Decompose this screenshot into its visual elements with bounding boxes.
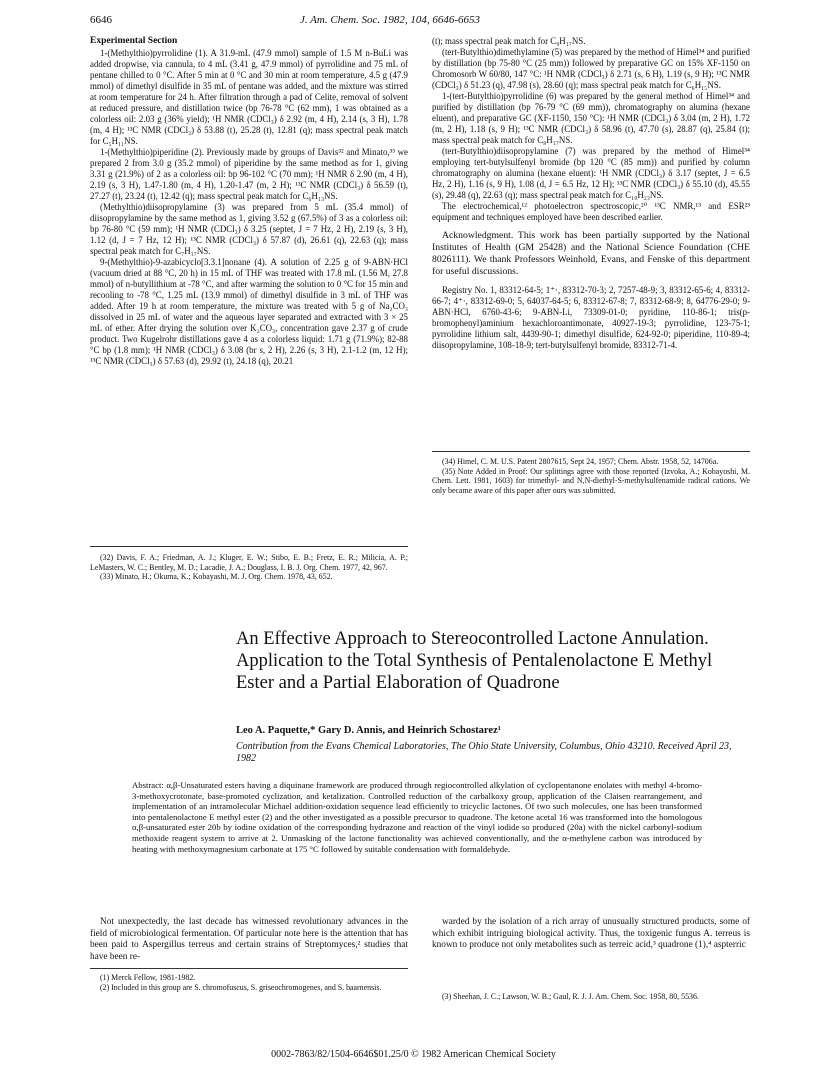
- running-header: J. Am. Chem. Soc. 1982, 104, 6646-6653: [300, 14, 481, 26]
- footnote-divider: [90, 546, 408, 547]
- right-column: [432, 36, 750, 351]
- body-left: [90, 917, 408, 963]
- paragraph: 1-(Methylthio)piperidine (2). Previously made by groups of Davis³² and Minato,³³ we prepared 2 from 3.0 g (35.2 mmol) of piperidine by the same method as for 1, giving 3.31 g (21.9%) of 2 as a colorless oil: bp 96-102 °C (70 mm); ¹H NMR δ 2.90 (m, 4 H), 2.19 (s, 3 H), 1.47-1.80 (m, 4 H), 1.20-1.47 (m, 2 H); ¹³C NMR (CDCl₃) δ 56.59 (t), 27.27 (t), 23.24 (t), 12.42 (q); mass spectral peak match for C₆H₁₃NS.: [90, 147, 408, 201]
- registry-numbers: Registry No. 1, 83312-64-5; 1⁺·, 83312-70-3; 2, 7257-48-9; 3, 83312-65-6; 4, 83312-66-7; 4⁺·, 83312-69-0; 5, 64037-64-5; 6, 83312-67-8; 7, 83312-68-9; 8, 64776-29-0; 9-ABN·HCl, 6760-43-6; 9-ABN-Li, 73309-01-0; pyridine, 110-86-1; tris(p-bromophenyl)aminium hexachloroantimonate, 40927-19-3; pyrrolidine, 123-75-1; pyrrolidine lithium salt, 4439-90-1; dimethyl disulfide, 624-92-0; piperidine, 110-89-4; diisopropylamine, 108-18-9; tert-butylsulfenyl bromide, 83312-71-4.: [432, 285, 750, 350]
- footnote: (3) Sheehan, J. C.; Lawson, W. B.; Gaul, R. J. J. Am. Chem. Soc. 1958, 80, 5536.: [442, 992, 699, 1001]
- footnote: (34) Himel, C. M. U.S. Patent 2807615, Sept 24, 1957; Chem. Abstr. 1958, 52, 14706a.: [442, 457, 719, 466]
- acknowledgment: Acknowledgment. This work has been partially supported by the National Institutes of Health (GM 25428) and the National Science Foundation (CHE 8026111). We thank Professors Weinhold, Evans, and Fenske of this department for useful discussions.: [432, 230, 750, 277]
- footnote-divider: [432, 451, 750, 452]
- section-heading: Experimental Section: [90, 36, 178, 46]
- body-right: [432, 917, 750, 952]
- article-affiliation: Contribution from the Evans Chemical Laboratories, The Ohio State University, Columbus, Ohio 43210. Received April 23, 1982: [236, 741, 732, 764]
- abstract: Abstract: α,β-Unsaturated esters having a diquinane framework are produced through regiocontrolled alkylation of cyclopentanone enolates with methyl 4-bromo-3-methoxycrotonate, base-promoted cyclization, and ketalization. Controlled reduction of the carbalkoxy group, application of the Claisen rearrangement, and implementation of an intramolecular Michael addition-oxidation sequence lead efficiently to tricyclic lactones. Of two such molecules, one has been transformed into pentalenolactone E methyl ester (2) and the other investigated as a possible precursor to quadrone. The ketone acetal 16 was transformed into the homologous α,β-unsaturated ester 20b by iodine oxidation of the corresponding hydrazone and reaction of the vinyl iodide so produced (20a) with the nickel carbonyl-sodium methoxide reagent system to arrive at 2. Unmasking of the lactone functionality was achieved conventionally, and the α-methylene carbon was introduced by heating with methoxymagnesium carbonate at 175 °C followed by suitable condensation with formaldehyde.: [132, 780, 702, 854]
- paragraph: (t); mass spectral peak match for C₉H₁₇NS.: [432, 36, 586, 46]
- paragraph: 1-(Methylthio)pyrrolidine (1). A 31.9-mL (47.9 mmol) sample of 1.5 M n-BuLi was added dropwise, via cannula, to 4 mL (3.41 g, 47.9 mmol) of pyrrolidine and 75 mL of pentane chilled to 0 °C. After 5 min at 0 °C and 30 min at room temperature, 4.5 g (47.9 mmol) of dimethyl disulfide in 35 mL of pentane was added, and the mixture was stirred at room temperature for 24 h. After filtration through a pad of Celite, removal of solvent at reduced pressure, and distillation twice (bp 76-78 °C (62 mm), 1 was obtained as a colorless oil: 2.03 g (36% yield); ¹H NMR (CDCl₃) δ 2.92 (m, 4 H), 2.14 (s, 3 H), 1.78 (m, 4 H); ¹³C NMR (CDCl₃) δ 53.88 (t), 25.28 (t), 12.81 (q); mass spectral peak match for C₅H₁₁NS.: [90, 48, 408, 146]
- right-footnotes: [432, 457, 750, 495]
- article-authors: Leo A. Paquette,* Gary D. Annis, and Heinrich Schostarez¹: [236, 725, 501, 736]
- page-number: 6646: [90, 14, 112, 26]
- footnote: (2) Included in this group are S. chromofuscus, S. griseochromogenes, and S. baarnensis.: [100, 982, 382, 992]
- paragraph: (tert-Butylthio)dimethylamine (5) was prepared by the method of Himel³⁴ and purified by distillation (bp 75-80 °C (25 mm)) followed by preparative GC on 15% XF-1150 on Chromosorb W 60/80, 147 °C: ¹H NMR (CDCl₃) δ 2.71 (s, 6 H), 1.19 (s, 9 H); ¹³C NMR (CDCl₃) δ 51.23 (q), 47.98 (s), 28.60 (q); mass spectral peak match for C₆H₁₅NS.: [432, 47, 750, 90]
- footnote: (1) Merck Fellow, 1981-1982.: [100, 973, 196, 982]
- footnote-divider: [90, 968, 408, 969]
- paragraph: (tert-Butylthio)diisopropylamine (7) was prepared by the method of Himel³⁴ employing tert-butylsulfenyl bromide (bp 120 °C (85 mm)) and purified by column chromatography on alumina (hexane eluent): ¹H NMR (CDCl₃) δ 3.17 (septet, J = 6.5 Hz, 2 H), 1.16 (s, 9 H), 1.08 (d, J = 6.5 Hz, 12 H); ¹³C NMR (CDCl₃) δ 55.10 (d), 45.55 (s), 29.48 (q), 22.63 (q); mass spectral peak match for C₁₀H₂₃NS.: [432, 146, 750, 200]
- paragraph: warded by the isolation of a rich array of unusually structured products, some of which exhibit intriguing biological activity. Thus, the toxigenic fungus A. terreus is known to produce not only metabolites such as terreic acid,³ quadrone (1),⁴ aspterric: [432, 917, 750, 951]
- body-right-footnotes: [432, 992, 750, 1002]
- footnote: (33) Minato, H.; Okuma, K.; Kobayashi, M. J. Org. Chem. 1978, 43, 652.: [100, 572, 333, 582]
- copyright-footer: 0002-7863/82/1504-6646$01.25/0 © 1982 American Chemical Society: [271, 1049, 556, 1060]
- paragraph: The electrochemical,¹² photoelectron spectroscopic,²⁰ ¹³C NMR,¹³ and ESR²³ equipment and techniques employed have been described earlier.: [432, 201, 750, 222]
- left-column: [90, 36, 408, 367]
- footnote: (35) Note Added in Proof: Our splittings agree with those reported (Izvoka, A.; Kobayoshi, M. Chem. Lett. 1981, 1603) for trimethyl- and N,N-diethyl-S-methylsulfenamide radical cations. We only became aware of this paper after ours was submitted.: [432, 466, 750, 495]
- paragraph: (Methylthio)diisopropylamine (3) was prepared from 5 mL (35.4 mmol) of diisopropylamine by the same method as 1, giving 3.52 g (67.5%) of 3 as a colorless oil: bp 76-80 °C (59 mm); ¹H NMR (CDCl₃) δ 3.25 (septet, J = 7 Hz, 2 H), 2.19 (s, 3 H), 1.12 (d, J = 7 Hz, 12 H); ¹³C NMR (CDCl₃) δ 57.87 (d), 26.61 (q), 22.63 (q); mass spectral peak match for C₇H₁₇NS.: [90, 202, 408, 256]
- paragraph: Not unexpectedly, the last decade has witnessed revolutionary advances in the field of microbiological fermentation. Of particular note here is the attention that has been paid to Aspergillus terreus and certain strains of Streptomyces,² studies that have been re-: [90, 917, 408, 962]
- left-footnotes: [90, 553, 408, 582]
- paragraph: 9-(Methylthio)-9-azabicyclo[3.3.1]nonane (4). A solution of 2.25 g of 9-ABN·HCl (vacuum dried at 88 °C, 20 h) in 15 mL of THF was treated with 17.8 mL (1.56 M, 27.8 mmol) of n-butyllithium at -78 °C, and after warming the solution to 0 °C for 15 min and recooling to -78 °C, 1.25 mL (13.9 mmol) of dimethyl disulfide in 3 mL of THF was added. After 19 h at room temperature, the mixture was treated with 5 g of Na₂CO₃ dissolved in 25 mL of water and the aqueous layer separated and extracted with 3 × 25 mL of ether. After drying the solution over K₂CO₃, concentration gave 2.37 g of crude product. Two Kugelrohr distillations gave 4 as a colorless liquid: 1.71 g (71.9%); 82-88 °C bp (1.8 mm); ¹H NMR (CDCl₃) δ 3.08 (br s, 2 H), 2.26 (s, 3 H), 2.1-1.2 (m, 12 H); ¹³C NMR (CDCl₃) δ 57.63 (d), 29.92 (t), 24.18 (q), 20.21: [90, 257, 408, 366]
- article-title: An Effective Approach to Stereocontrolled Lactone Annulation. Application to the Total Synthesis of Pentalenolactone E Methyl Ester and a Partial Elaboration of Quadrone: [236, 629, 713, 693]
- body-left-footnotes: [90, 973, 408, 992]
- footnote: (32) Davis, F. A.; Friedman, A. J.; Kluger, E. W.; Stibo, E. B.; Fretz, E. R.; Milicia, A. P.; LeMasters, W. C.; Bentley, M. D.; Lacadie, J. A.; Douglass, I. B. J. Org. Chem. 1977, 42, 967.: [90, 553, 408, 572]
- paragraph: 1-(tert-Butylthio)pyrrolidine (6) was prepared by the general method of Himel³⁴ and purified by distillation (bp 76-79 °C (69 mm)), chromatography on alumina (hexane eluent), and preparative GC (XF-1150, 150 °C): ¹H NMR (CDCl₃) δ 3.04 (m, 2 H), 1.72 (m, 2 H), 1.18 (s, 9 H); ¹³C NMR (CDCl₃) δ 58.96 (t), 47.70 (s), 28.87 (q), 25.84 (t); mass spectral peak match for C₈H₁₇NS.: [432, 91, 750, 145]
